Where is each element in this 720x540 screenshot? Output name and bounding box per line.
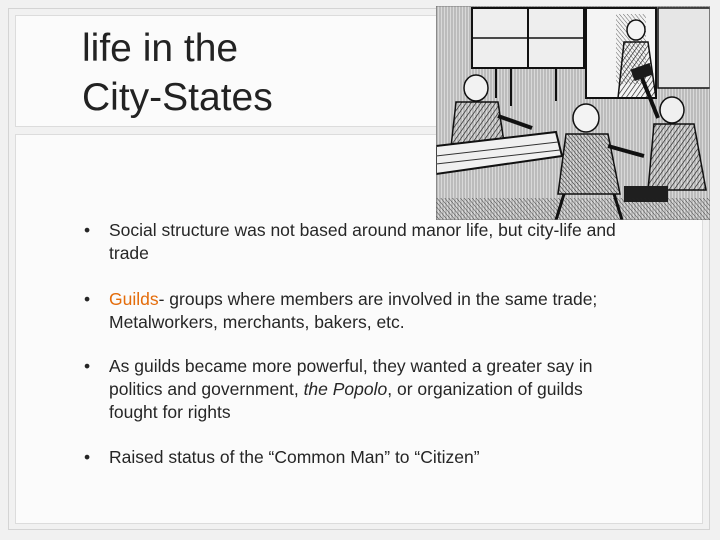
slide-title-line-1: life in the [82, 27, 239, 70]
bullet-item [82, 355, 622, 424]
slide-title-line-2: City-States [82, 76, 273, 119]
guild-workshop-woodcut [436, 6, 710, 220]
bullet-text [109, 355, 622, 424]
bullet-marker: • [84, 356, 91, 376]
bullet-text-before: As guilds became more powerful, they wanted a greater say in politics and government, [109, 356, 593, 399]
bullet-text-rest: - groups where members are involved in the same trade; Metalworkers, merchants, bakers, etc. [109, 289, 598, 332]
bullet-text [109, 288, 622, 334]
bullet-item [82, 288, 622, 334]
bullet-marker: • [84, 447, 91, 467]
bullet-text: Raised status of the “Common Man” to “Citizen” [109, 447, 480, 467]
highlight-term: Guilds [109, 289, 159, 309]
bullet-item [82, 446, 622, 469]
emphasis-term: the Popolo [303, 379, 388, 399]
bullet-text-after: , or organization of guilds fought for rights [109, 379, 583, 422]
bullet-item [82, 219, 622, 265]
bullet-text: Social structure was not based around manor life, but city-life and trade [109, 220, 616, 263]
slide-title [82, 24, 273, 122]
bullet-marker: • [84, 289, 91, 309]
bullet-marker: • [84, 220, 91, 240]
